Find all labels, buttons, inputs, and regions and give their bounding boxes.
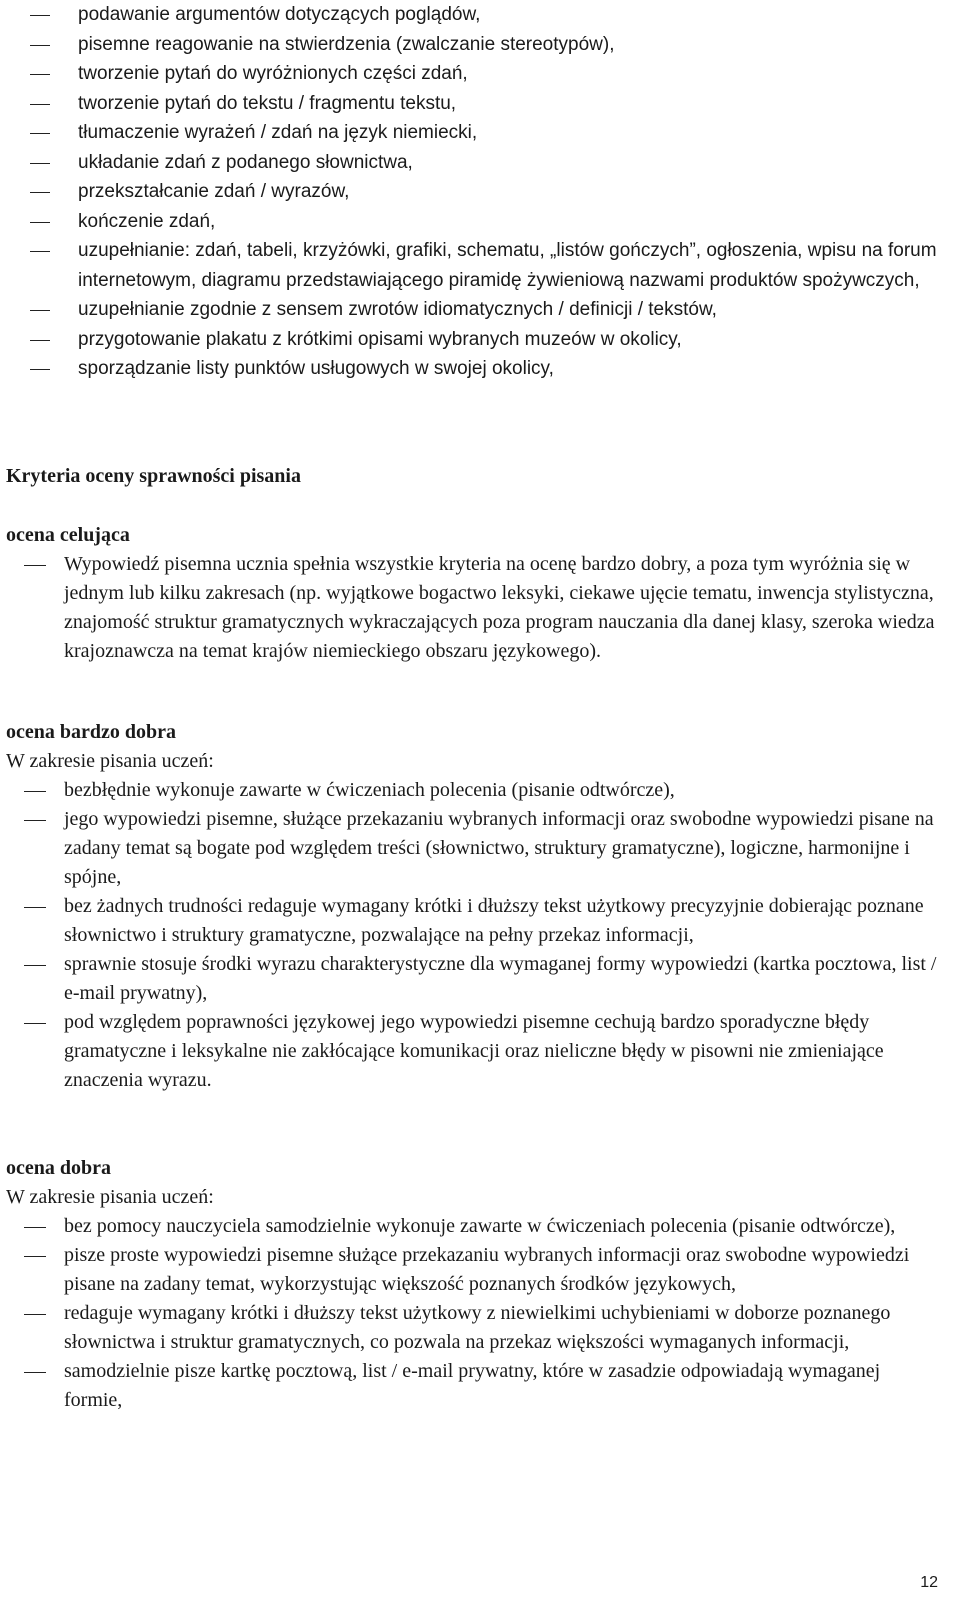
list-item: bez żadnych trudności redaguje wymagany krótki i dłuższy tekst użytkowy precyzyjnie dobierając poznane słownictwo i struktury gramatyczne, pozwalające na pełny przekaz informacji,	[0, 892, 940, 950]
dash-bullet	[24, 791, 46, 792]
dash-bullet	[24, 820, 46, 821]
dash-bullet	[24, 1314, 46, 1315]
dash-bullet	[30, 45, 50, 46]
dash-bullet	[24, 1256, 46, 1257]
dash-bullet	[30, 340, 50, 341]
list-item: układanie zdań z podanego słownictwa,	[0, 148, 960, 178]
list-item: przekształcanie zdań / wyrazów,	[0, 177, 960, 207]
grade-heading: ocena bardzo dobra	[6, 721, 176, 743]
dash-bullet	[30, 104, 50, 105]
list-item: uzupełnianie: zdań, tabeli, krzyżówki, grafiki, schematu, „listów gończych”, ogłoszenia, wpisu na forum internetowym, diagramu przedstawiającego piramidę żywieniową nazwami produktów spożywczych,	[0, 236, 938, 295]
grade-very-good-section	[0, 718, 960, 1095]
dash-bullet	[30, 369, 50, 370]
list-item: redaguje wymagany krótki i dłuższy tekst użytkowy z niewielkimi uchybieniami w doborze poznanego słownictwa i struktur gramatycznych, co pozwala na przekaz większości wymaganych informacji,	[0, 1299, 940, 1357]
dash-bullet	[30, 251, 50, 252]
dash-bullet	[24, 565, 46, 566]
page-number: 12	[920, 1574, 938, 1591]
dash-bullet	[24, 1023, 46, 1024]
list-item: samodzielnie pisze kartkę pocztową, list / e-mail prywatny, które w zasadzie odpowiadają wymaganej formie,	[0, 1357, 940, 1415]
list-item: tworzenie pytań do tekstu / fragmentu tekstu,	[0, 89, 960, 119]
dash-bullet	[30, 133, 50, 134]
task-list	[0, 0, 960, 384]
criteria-title: Kryteria oceny sprawności pisania	[6, 465, 301, 487]
dash-bullet	[30, 222, 50, 223]
dash-bullet	[24, 1227, 46, 1228]
criteria-section	[0, 462, 960, 491]
criteria-list	[0, 776, 960, 1095]
dash-bullet	[30, 15, 50, 16]
dash-bullet	[24, 1372, 46, 1373]
list-item: tworzenie pytań do wyróżnionych części zdań,	[0, 59, 960, 89]
list-item: uzupełnianie zgodnie z sensem zwrotów idiomatycznych / definicji / tekstów,	[0, 295, 960, 325]
dash-bullet	[24, 907, 46, 908]
list-item: podawanie argumentów dotyczących poglądów,	[0, 0, 960, 30]
section-intro: W zakresie pisania uczeń:	[6, 1186, 214, 1208]
dash-bullet	[30, 74, 50, 75]
grade-heading: ocena celująca	[6, 524, 130, 546]
list-item: Wypowiedź pisemna ucznia spełnia wszystkie kryteria na ocenę bardzo dobry, a poza tym wyróżnia się w jednym lub kilku zakresach (np. wyjątkowe bogactwo leksyki, ciekawe ujęcie tematu, inwencja stylistyczna, znajomość struktur gramatycznych wykraczających poza program nauczania dla danej klasy, szeroka wiedza krajoznawcza na temat krajów niemieckiego obszaru językowego).	[0, 550, 940, 666]
list-item: pisemne reagowanie na stwierdzenia (zwalczanie stereotypów),	[0, 30, 960, 60]
dash-bullet	[30, 192, 50, 193]
criteria-list	[0, 1212, 960, 1415]
list-item: jego wypowiedzi pisemne, służące przekazaniu wybranych informacji oraz swobodne wypowiedzi pisane na zadany temat są bogate pod względem treści (słownictwo, struktury gramatyczne), logiczne, harmonijne i spójne,	[0, 805, 940, 892]
list-item: tłumaczenie wyrażeń / zdań na język niemiecki,	[0, 118, 960, 148]
list-item: przygotowanie plakatu z krótkimi opisami wybranych muzeów w okolicy,	[0, 325, 960, 355]
list-item: sporządzanie listy punktów usługowych w swojej okolicy,	[0, 354, 960, 384]
list-item: pisze proste wypowiedzi pisemne służące przekazaniu wybranych informacji oraz swobodne wypowiedzi pisane na zadany temat, wykorzystując większość poznanych środków językowych,	[0, 1241, 940, 1299]
dash-bullet	[30, 163, 50, 164]
grade-heading: ocena dobra	[6, 1157, 111, 1179]
grade-excellent-section	[0, 521, 960, 666]
dash-bullet	[24, 965, 46, 966]
section-intro: W zakresie pisania uczeń:	[6, 750, 214, 772]
list-item: bez pomocy nauczyciela samodzielnie wykonuje zawarte w ćwiczeniach polecenia (pisanie odtwórcze),	[0, 1212, 940, 1241]
list-item: kończenie zdań,	[0, 207, 960, 237]
dash-bullet	[30, 310, 50, 311]
grade-good-section	[0, 1154, 960, 1415]
list-item: sprawnie stosuje środki wyrazu charakterystyczne dla wymaganej formy wypowiedzi (kartka pocztowa, list / e-mail prywatny),	[0, 950, 940, 1008]
list-item: pod względem poprawności językowej jego wypowiedzi pisemne cechują bardzo sporadyczne błędy gramatyczne i leksykalne nie zakłócające komunikacji oraz nieliczne błędy w pisowni nie zmieniające znaczenia wyrazu.	[0, 1008, 940, 1095]
criteria-list	[0, 550, 960, 666]
list-item: bezbłędnie wykonuje zawarte w ćwiczeniach polecenia (pisanie odtwórcze),	[0, 776, 940, 805]
